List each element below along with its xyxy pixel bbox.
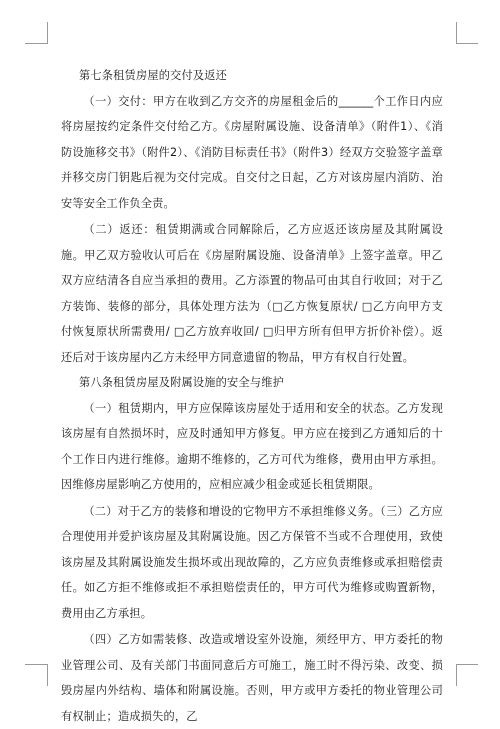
article-7-heading: 第七条租赁房屋的交付及返还 [79, 69, 228, 82]
article-8-heading: 第八条租赁房屋及附属设施的安全与维护 [79, 376, 284, 389]
article-8-renovation-paragraph: （四）乙方如需装修、改造或增设室外设施，须经甲方、甲方委托的物业管理公司、及有关部门书面同意后方可施工，施工时不得污染、改变、损毁房屋内外结构、墙体和附属设施。否则，甲方或甲方委托的物业管理公司有权制止；造成损失的，乙 [61, 633, 443, 723]
crop-mark-bottom-right [456, 664, 478, 665]
crop-mark-top-left [47, 22, 48, 44]
article-8-repair-paragraph: （一）租赁期内，甲方应保障该房屋处于适用和安全的状态。乙方发现该房屋有自然损坏时，应及时通知甲方修复。甲方应在接到乙方通知后的十个工作日内进行维修。逾期不维修的，乙方可代为维修，费用由甲方承担。因维修房屋影响乙方使用的，应相应减少租金或延长租赁期限。 [61, 401, 443, 491]
article-7-return-paragraph: （二）返还：租赁期满或合同解除后，乙方应返还该房屋及其附属设施。甲乙双方验收认可后在《房屋附属设施、设备清单》上签字盖章。甲乙双方应结清各自应当承担的费用。乙方添置的物品可由其自行收回；对于乙方装饰、装修的部分，具体处理方法为（□乙方恢复原状/ □乙方向甲方支付恢复原状所需费用/ □乙方放弃收回/ □归甲方所有但甲方折价补偿）。返还后对于该房屋内乙方未经甲方同意遗留的物品，甲方有权自行处置。 [61, 223, 443, 364]
article-7-delivery-paragraph: （一）交付：甲方在收到乙方交齐的房屋租金后的______个工作日内应将房屋按约定条件交付给乙方。《房屋附属设施、设备清单》（附件1）、《消防设施移交书》（附件2）、《消防目标责任书》（附件3）经双方交验签字盖章并移交房门钥匙后视为交付完成。自交付之日起，乙方对该房屋内消防、治安等安全工作负全责。 [61, 94, 443, 210]
crop-mark-bottom-left [47, 664, 48, 686]
article-8-maintenance-paragraph: （二）对于乙方的装修和增设的它物甲方不承担维修义务。（三）乙方应合理使用并爱护该房屋及其附属设施。因乙方保管不当或不合理使用，致使该房屋及其附属设施发生损坏或出现故障的，乙方应负责维修或承担赔偿责任。如乙方拒不维修或拒不承担赔偿责任的，甲方可代为维修或购置新物，费用由乙方承担。 [61, 504, 443, 620]
document-body [61, 63, 443, 729]
crop-mark-bottom-left [25, 664, 47, 665]
crop-mark-top-right [456, 22, 457, 44]
crop-mark-top-left [25, 43, 47, 44]
crop-mark-bottom-right [456, 664, 457, 686]
crop-mark-top-right [456, 43, 478, 44]
